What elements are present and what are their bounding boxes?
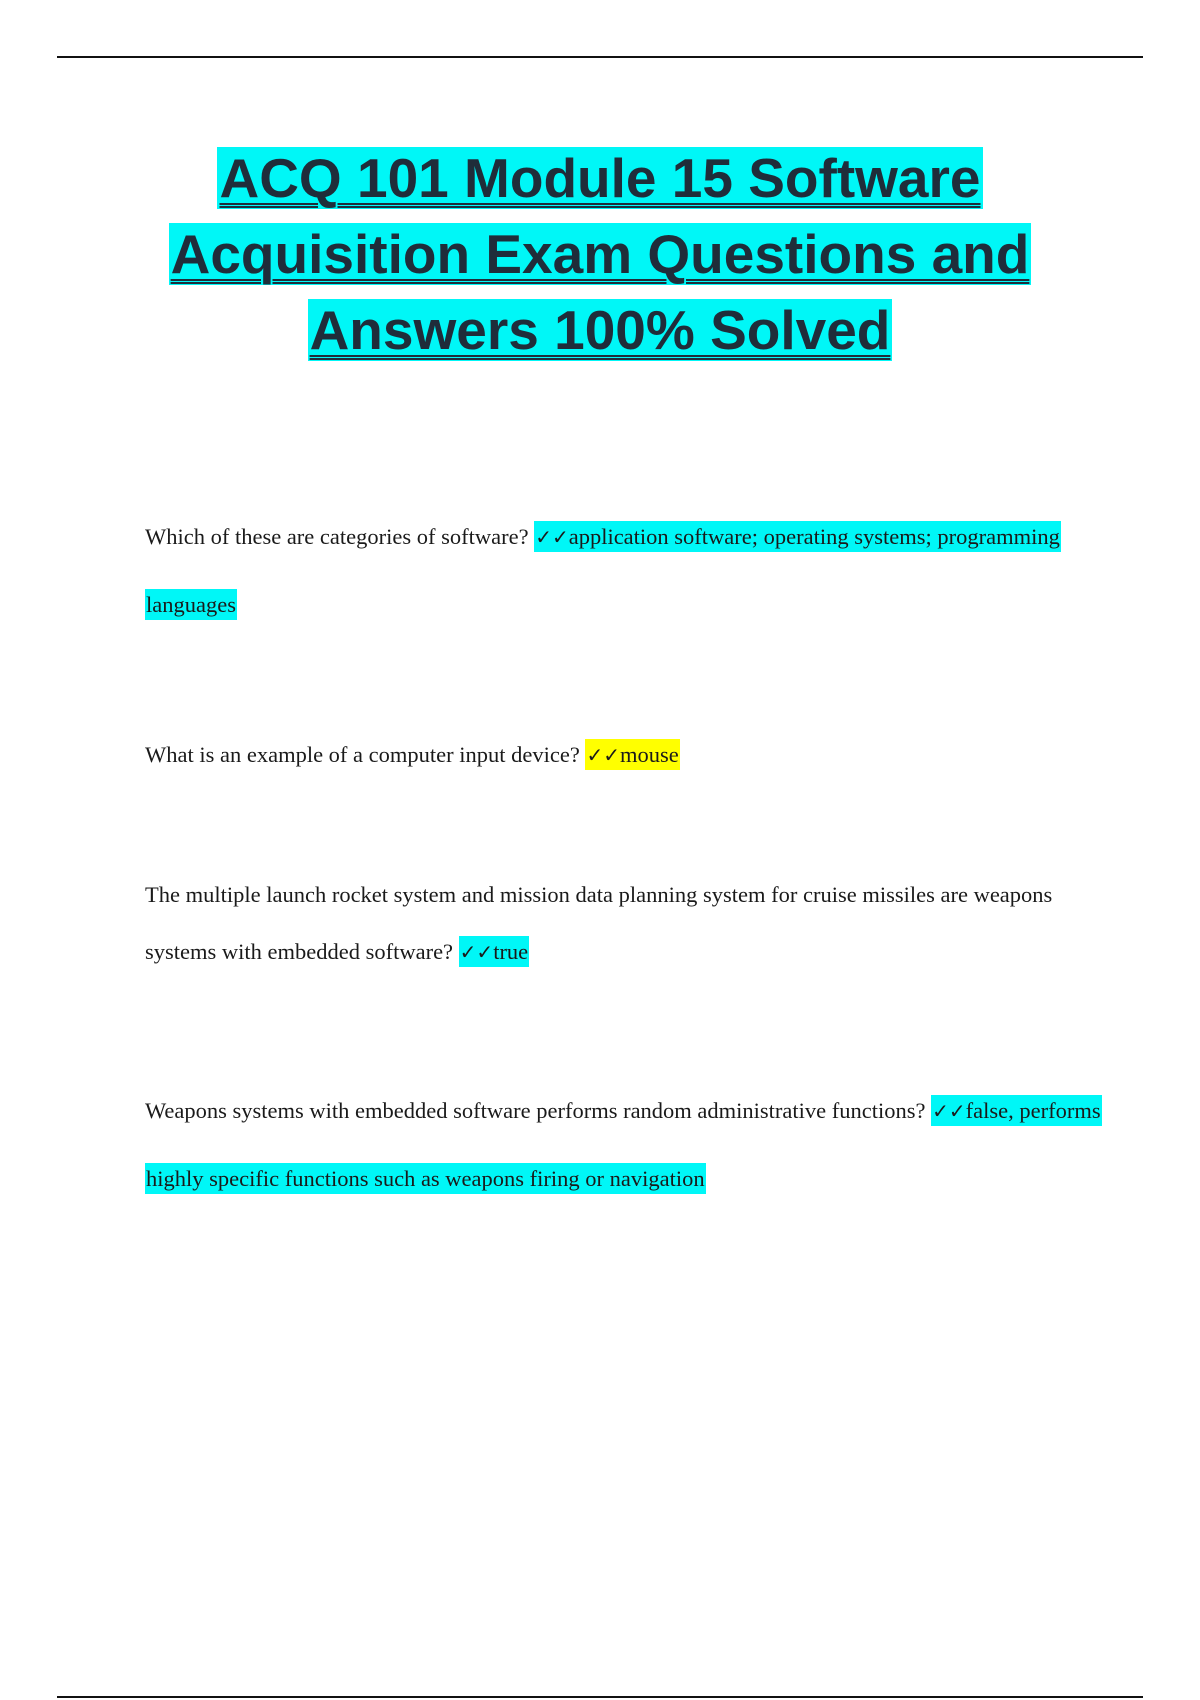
document-title: ACQ 101 Module 15 Software Acquisition Exam Questions and Answers 100% Solved (170, 147, 1030, 361)
answer-highlight (459, 936, 530, 967)
answer-text: false, performs highly specific functions such as weapons firing or navigation (146, 1098, 1101, 1191)
check-mark-icon: ✓✓ (586, 743, 620, 767)
question-text: What is an example of a computer input device? (145, 742, 580, 767)
qa-item (145, 721, 1105, 789)
question-text: Weapons systems with embedded software performs random administrative functions? (145, 1098, 926, 1123)
check-mark-icon: ✓✓ (932, 1099, 966, 1123)
bottom-rule (57, 1696, 1143, 1698)
qa-item (145, 1077, 1105, 1212)
qa-item (145, 503, 1105, 638)
question-text: Which of these are categories of software? (145, 524, 529, 549)
top-rule (57, 56, 1143, 58)
qa-item (145, 866, 1075, 981)
answer-text: true (493, 939, 529, 964)
answer-text: application software; operating systems; programming languages (146, 524, 1060, 617)
question-text: The multiple launch rocket system and mission data planning system for cruise missiles are weapons systems with embedded software? (145, 882, 1053, 964)
answer-text: mouse (619, 742, 679, 767)
answer-highlight (585, 739, 679, 770)
check-mark-icon: ✓✓ (535, 525, 569, 549)
check-mark-icon: ✓✓ (459, 940, 494, 964)
